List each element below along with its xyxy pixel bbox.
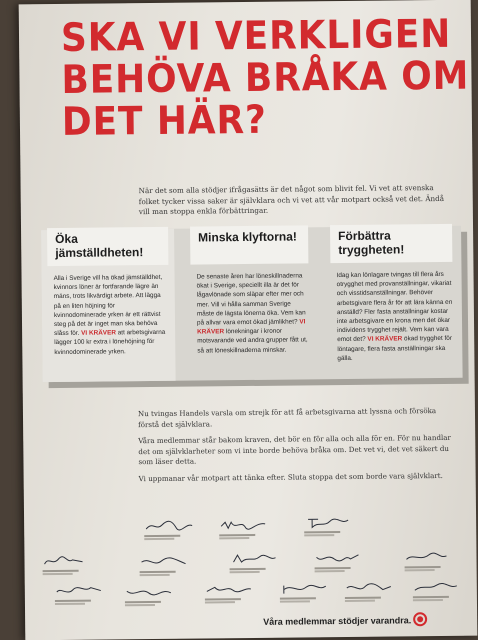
closing-paragraph-1: Nu tvingas Handels varsla om strejk för att få arbetsgivarna att lyssna och försöka förstå det självklara.	[137, 406, 437, 429]
demand-label: VI KRÄVER	[197, 318, 306, 336]
demand-column-equality	[41, 229, 176, 382]
column-body	[197, 271, 310, 355]
signatures-block	[34, 516, 465, 620]
signature-icon	[144, 518, 204, 540]
signature-icon	[404, 550, 464, 572]
headline-line-3: DET HÄR?	[61, 97, 268, 145]
demand-text: ökad trygghet för löntagare, flera fasta anställningar ska gälla.	[337, 335, 453, 362]
signature-icon	[125, 585, 185, 607]
signature-icon	[280, 581, 340, 603]
demands-box	[41, 226, 463, 382]
closing-text	[138, 406, 459, 490]
headline-line-2: BEHÖVA BRÅKA OM	[61, 53, 470, 103]
demand-label: VI KRÄVER	[81, 329, 116, 337]
signature-icon	[205, 582, 265, 604]
demand-column-gaps	[184, 227, 316, 380]
column-body	[336, 270, 453, 363]
intro-paragraph: När det som alla stödjer ifrågasätts är det något som blivit fel. Vi vet att svenska folket tycker vissa saker är självklara och vi vet att vår motpart också vet det. Ändå vill man stoppa enkla förbättringar.	[138, 183, 445, 217]
column-body-text: Alla i Sverige vill ha ökad jämställdhet, kvinnors löner är fortfarande lägre än mäns, trots likvärdigt arbete. Att lägga på en liten höjning för kvinnodominerade yrken är ett rättvist steg på det är inget man ska behöva slåss för.	[53, 273, 163, 338]
column-body-text: De senaste åren har löneskillnaderna ökat i Sverige, speciellt illa är det för lågavlönade som släpar efter mer och mer. Vill vi hålla samman Sverige måste de lägsta lönerna öka. Vem kan på allvar vara emot ökad jämlikhet?	[196, 272, 306, 327]
column-body-text: Idag kan lönlagare tvingas till flera års otrygghet med provanställningar, vikariat och visstidsanställningar. Behöver arbetsgivare flera år för att lära känna en anställd? Fler fasta anställningar kostar inte arbetsgivare en krona men det ökar individens trygghet rejält. Vem kan vara emot det?	[336, 270, 453, 344]
signature-icon	[413, 580, 473, 602]
union-logo-icon	[413, 612, 427, 626]
newspaper-page	[19, 0, 478, 640]
column-body	[54, 273, 170, 357]
closing-paragraph-3: Vi uppmanar vår motpart att tänka efter. Sluta stoppa det som borde vara självklart.	[138, 470, 443, 483]
demand-text: lönekningar i kronor motsvarande ved andra grupper fått ut, så att löneskillnaderna minskar.	[197, 327, 308, 355]
signature-icon	[345, 580, 405, 602]
signature-icon	[229, 552, 289, 574]
signature-icon	[314, 551, 374, 573]
column-title: Öka jämställdheten!	[47, 227, 168, 266]
signature-icon	[304, 515, 364, 537]
signature-icon	[219, 518, 279, 540]
headline	[60, 11, 470, 145]
footer-slogan: Våra medlemmar stödjer varandra.	[263, 615, 412, 627]
signature-icon	[42, 554, 102, 576]
closing-paragraph-2: Våra medlemmar står bakom kraven, det bör en för alla och alla för en. För nu handlar det om självklarheter som vi inte borde behöva bråka om. Det vet vi, det vet säkert du som läser detta.	[138, 432, 451, 467]
column-title: Förbättra tryggheten!	[330, 224, 452, 263]
signature-icon	[55, 583, 115, 605]
column-title: Minska klyftorna!	[190, 225, 308, 264]
demand-column-security	[324, 226, 460, 379]
demand-text: att arbetsgivarna lägger 100 kr extra i lönehöjning för kvinnodominerade yrken.	[54, 329, 166, 356]
demand-label: VI KRÄVER	[367, 335, 403, 344]
signature-icon	[139, 555, 199, 577]
headline-line-1: SKA VI VERKLIGEN	[60, 11, 452, 61]
